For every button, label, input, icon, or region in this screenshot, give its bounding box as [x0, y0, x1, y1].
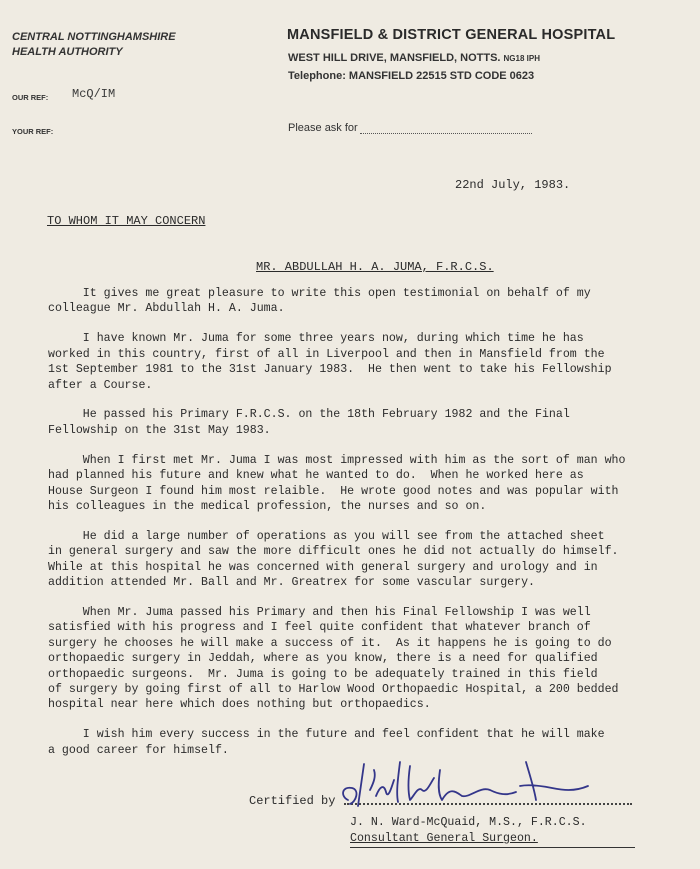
signatory-title: Consultant General Surgeon.	[350, 832, 538, 845]
authority-line-2: HEALTH AUTHORITY	[12, 46, 123, 58]
paragraph: It gives me great pleasure to write this open testimonial on behalf of my colleague Mr. Abdullah H. A. Juma.	[48, 287, 591, 316]
hospital-address: WEST HILL DRIVE, MANSFIELD, NOTTS.	[288, 52, 501, 64]
your-ref-label: YOUR REF:	[12, 127, 54, 136]
signature-underline	[350, 847, 635, 848]
hospital-telephone: Telephone: MANSFIELD 22515 STD CODE 0623	[288, 70, 535, 82]
letter-body	[48, 286, 698, 773]
letter-date: 22nd July, 1983.	[455, 178, 571, 192]
our-ref-value: McQ/IM	[72, 87, 116, 101]
please-ask-for-line	[360, 133, 532, 134]
hospital-address-line	[288, 52, 540, 64]
health-authority-block	[12, 30, 176, 60]
letter-subject: MR. ABDULLAH H. A. JUMA, F.R.C.S.	[256, 260, 494, 274]
paragraph: When I first met Mr. Juma I was most impressed with him as the sort of man who had planned his future and knew what he wanted to do. When he worked here as House Surgeon I found him most relaible. He wrote good notes and was popular with his colleagues in the medical profession, the nurses and so on.	[48, 453, 626, 513]
paragraph: I have known Mr. Juma for some three years now, during which time he has worked in this country, first of all in Liverpool and then in Mansfield from the 1st September 1981 to the 31st January 1983. He then went to take his Fellowship after a Course.	[48, 332, 612, 392]
our-ref-label: OUR REF:	[12, 93, 49, 102]
hospital-postcode: NG18 IPH	[503, 54, 540, 63]
authority-line-1: CENTRAL NOTTINGHAMSHIRE	[12, 31, 176, 43]
paragraph: When Mr. Juma passed his Primary and then his Final Fellowship I was well satisfied with his progress and I feel quite confident that whatever branch of surgery he chooses he will make a success of it. As it happens he is going to do orthopaedic surgery in Jeddah, where as you know, there is a need for qualified orthopaedic surgeons. Mr. Juma is going to be adequately trained in this field of surgery by going first of all to Harlow Wood Orthopaedic Hospital, a 200 bedded hospital near here which does nothing but orthopaedics.	[48, 606, 619, 712]
handwritten-signature	[330, 756, 600, 816]
paragraph: He did a large number of operations as you will see from the attached sheet in general surgery and saw the more difficult ones he did not actually do himself. While at this hospital he was concerned with general surgery and urology and in addition attended Mr. Ball and Mr. Greatrex for some vascular surgery.	[48, 529, 619, 590]
paragraph: He passed his Primary F.R.C.S. on the 18th February 1982 and the Final Fellowship on the 31st May 1983.	[48, 408, 570, 437]
paragraph: I wish him every success in the future and feel confident that he will make a good career for himself.	[48, 728, 605, 757]
please-ask-for-label: Please ask for	[288, 122, 358, 134]
signatory-name: J. N. Ward-McQuaid, M.S., F.R.C.S.	[350, 816, 587, 829]
certified-by-label: Certified by	[249, 794, 336, 808]
salutation: TO WHOM IT MAY CONCERN	[47, 214, 206, 228]
hospital-name: MANSFIELD & DISTRICT GENERAL HOSPITAL	[287, 27, 616, 43]
